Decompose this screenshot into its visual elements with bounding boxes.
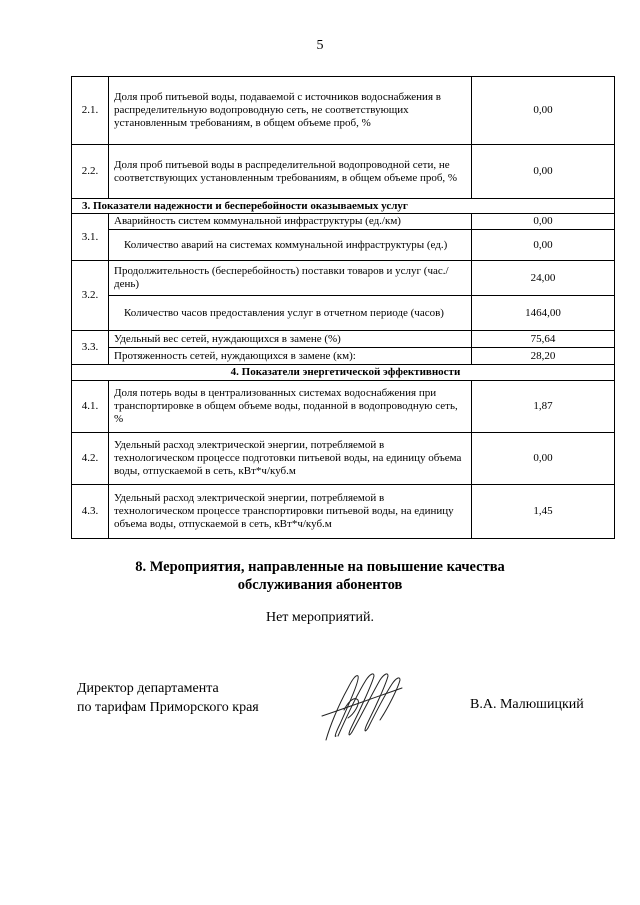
signer-position-line2: по тарифам Приморского края	[77, 700, 259, 715]
row-description: Количество часов предоставления услуг в отчетном периоде (часов)	[109, 296, 472, 331]
row-description: Удельный вес сетей, нуждающихся в замене (%)	[109, 331, 472, 348]
row-number: 2.1.	[72, 77, 109, 145]
row-number: 4.1.	[72, 381, 109, 433]
section-8-heading	[0, 558, 640, 594]
section-8-body: Нет мероприятий.	[265, 610, 375, 625]
row-value: 28,20	[472, 348, 615, 365]
row-number: 4.2.	[72, 433, 109, 485]
row-value: 75,64	[472, 331, 615, 348]
table-row	[72, 214, 615, 230]
table-row	[72, 77, 615, 145]
table-row	[72, 296, 615, 331]
row-description: Аварийность систем коммунальной инфраструктуры (ед./км)	[109, 214, 472, 230]
row-value: 24,00	[472, 261, 615, 296]
row-number: 3.3.	[72, 331, 109, 365]
row-description: Удельный расход электрической энергии, потребляемой в технологическом процессе транспортировки питьевой воды, на единицу объема воды, отпускаемой в сеть, кВт*ч/куб.м	[109, 485, 472, 539]
row-number: 3.2.	[72, 261, 109, 331]
table-row	[72, 145, 615, 199]
row-value: 0,00	[472, 230, 615, 261]
section-title: 4. Показатели энергетической эффективности	[72, 365, 615, 381]
row-value: 0,00	[472, 214, 615, 230]
row-description: Доля проб питьевой воды в распределительной водопроводной сети, не соответствующих установленным требованиям, в общем объеме проб, %	[109, 145, 472, 199]
section-8-heading-line1: 8. Мероприятия, направленные на повышение качества	[135, 559, 505, 575]
section-8-heading-line2: обслуживания абонентов	[237, 577, 403, 593]
handwritten-signature	[318, 666, 408, 746]
table-section-row	[72, 365, 615, 381]
row-value: 0,00	[472, 77, 615, 145]
table-row	[72, 331, 615, 348]
row-value: 1464,00	[472, 296, 615, 331]
table-row	[72, 348, 615, 365]
row-description: Удельный расход электрической энергии, потребляемой в технологическом процессе подготовки питьевой воды, на единицу объема воды, отпускаемой в сеть, кВт*ч/куб.м	[109, 433, 472, 485]
table-row	[72, 485, 615, 539]
table-row	[72, 230, 615, 261]
row-description: Протяженность сетей, нуждающихся в замене (км):	[109, 348, 472, 365]
row-number: 2.2.	[72, 145, 109, 199]
signer-name: В.А. Малюшицкий	[470, 697, 584, 712]
page-number: 5	[316, 38, 324, 53]
table-section-row	[72, 199, 615, 214]
row-value: 1,45	[472, 485, 615, 539]
row-description: Количество аварий на системах коммунальной инфраструктуры (ед.)	[109, 230, 472, 261]
section-title: 3. Показатели надежности и бесперебойности оказываемых услуг	[72, 199, 615, 214]
row-value: 0,00	[472, 145, 615, 199]
row-number: 4.3.	[72, 485, 109, 539]
signer-position-line1: Директор департамента	[77, 681, 219, 696]
table-row	[72, 261, 615, 296]
signer-position	[77, 679, 259, 717]
row-number: 3.1.	[72, 214, 109, 261]
row-description: Доля потерь воды в централизованных системах водоснабжения при транспортировке в общем объеме воды, поданной в водопроводную сеть, %	[109, 381, 472, 433]
indicators-table-body	[72, 77, 615, 539]
row-value: 0,00	[472, 433, 615, 485]
row-value: 1,87	[472, 381, 615, 433]
indicators-table	[71, 76, 615, 539]
table-row	[72, 381, 615, 433]
table-row	[72, 433, 615, 485]
row-description: Продолжительность (бесперебойность) поставки товаров и услуг (час./день)	[109, 261, 472, 296]
row-description: Доля проб питьевой воды, подаваемой с источников водоснабжения в распределительную водопроводную сеть, не соответствующих установленным требованиям, в общем объеме проб, %	[109, 77, 472, 145]
